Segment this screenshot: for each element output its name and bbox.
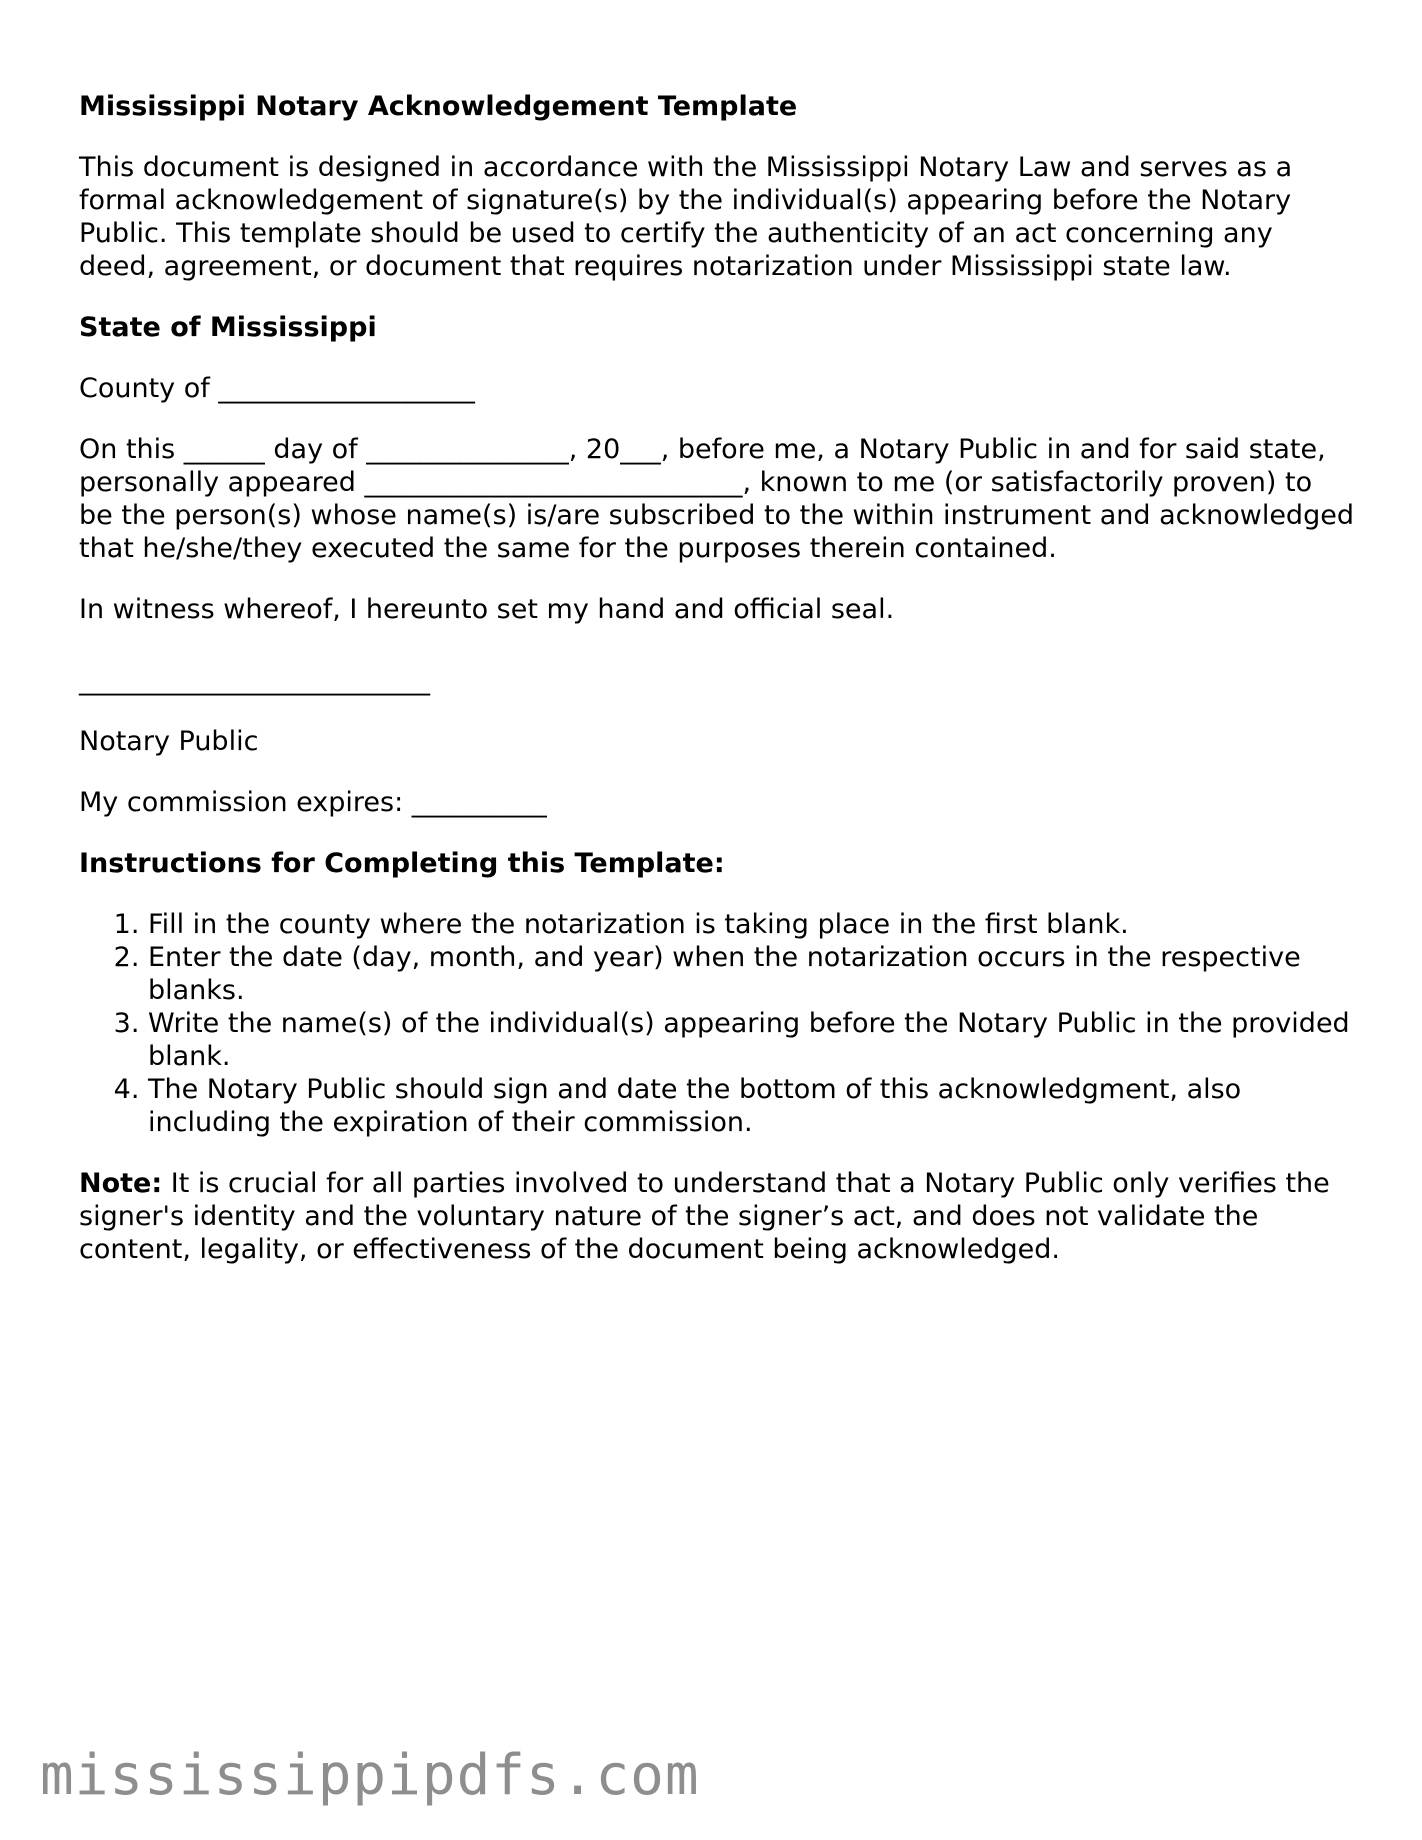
- acknowledgment-paragraph: On this ______ day of _______________, 20___, before me, a Notary Public in and for said state, personally appeared ____________________________, known to me (or satisfactorily proven) to be the person(s) whose name(s) is/are subscribed to the within instrument and acknowledged that he/she/they executed the same for the purposes therein contained.: [79, 434, 1354, 564]
- instruction-item: 2. Enter the date (day, month, and year) when the notarization occurs in the respective blanks.: [148, 941, 1354, 1007]
- signature-label: Notary Public: [79, 726, 259, 757]
- document-title: Mississippi Notary Acknowledgement Template: [79, 91, 798, 122]
- instruction-item: 3. Write the name(s) of the individual(s) appearing before the Notary Public in the provided blank.: [148, 1007, 1354, 1073]
- witness-line: In witness whereof, I hereunto set my hand and official seal.: [79, 594, 895, 625]
- document-page: [79, 90, 1354, 1294]
- note-text: It is crucial for all parties involved to understand that a Notary Public only verifies the signer's identity and the voluntary nature of the signer’s act, and does not validate the content, legality, or effectiveness of the document being acknowledged.: [79, 1168, 1330, 1265]
- commission-line: My commission expires: __________: [79, 787, 547, 818]
- instruction-item: 1. Fill in the county where the notarization is taking place in the first blank.: [148, 908, 1354, 941]
- watermark: mississippipdfs.com: [40, 1743, 700, 1808]
- note-paragraph: [79, 1167, 1354, 1266]
- instructions-heading: Instructions for Completing this Template:: [79, 848, 725, 879]
- note-label: Note:: [79, 1168, 163, 1199]
- county-line: County of ___________________: [79, 373, 475, 404]
- signature-line: __________________________: [79, 665, 430, 696]
- state-heading: State of Mississippi: [79, 312, 377, 343]
- instruction-item: 4. The Notary Public should sign and date the bottom of this acknowledgment, also including the expiration of their commission.: [148, 1073, 1354, 1139]
- instructions-list: [79, 908, 1354, 1139]
- intro-paragraph: This document is designed in accordance with the Mississippi Notary Law and serves as a formal acknowledgement of signature(s) by the individual(s) appearing before the Notary Public. This template should be used to certify the authenticity of an act concerning any deed, agreement, or document that requires notarization under Mississippi state law.: [79, 152, 1293, 282]
